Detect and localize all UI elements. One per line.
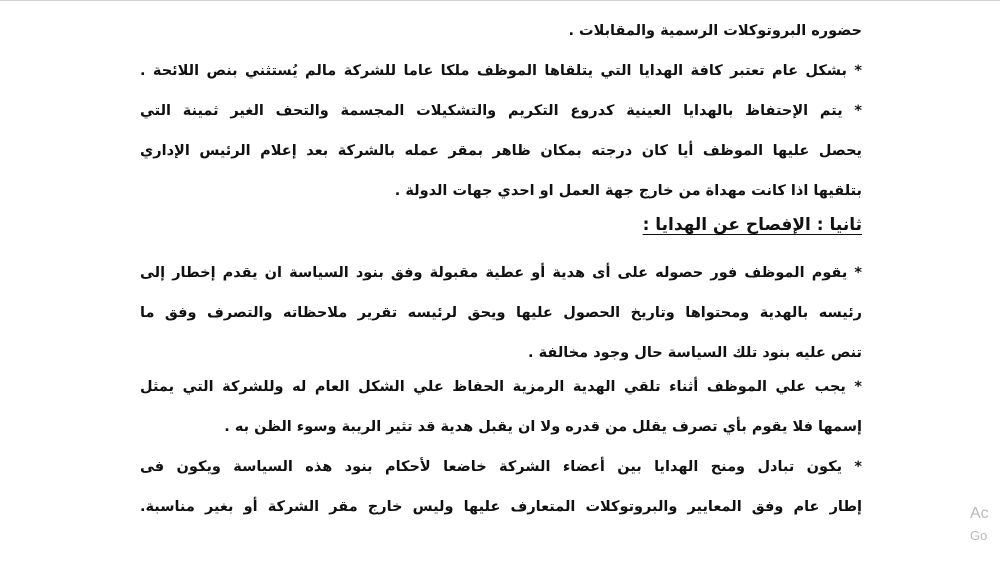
text-line-7: رئيسه بالهدية ومحتواها وتاريخ الحصول عليها ويحق لرئيسه تقرير ملاحظاته والتصرف وفق ما <box>140 305 862 321</box>
text-line-6: * يقوم الموظف فور حصوله على أى هدية أو عطية مقبولة وفق بنود السياسة ان يقدم إخطار إلى <box>140 265 862 281</box>
watermark-line-2: Go <box>970 528 988 543</box>
text-line-2: * بشكل عام تعتبر كافة الهدايا التي يتلقاها الموظف ملكا عاما للشركة مالم يُستثني بنص اللائحة . <box>140 63 862 79</box>
text-line-12: إطار عام وفق المعايير والبروتوكلات المتعارف عليها وليس خارج مقر الشركة أو بغير مناسبة. <box>140 499 862 515</box>
section-heading-text: ثانيا : الإفصاح عن الهدايا : <box>642 215 862 235</box>
text-line-5: بتلقيها اذا كانت مهداة من خارج جهة العمل او احدي جهات الدولة . <box>394 183 862 199</box>
section-heading <box>140 210 862 258</box>
text-line-10: إسمها فلا يقوم بأي تصرف يقلل من قدره ولا ان يقبل هدية قد تثير الريبة وسوء الظن به . <box>224 419 862 435</box>
watermark-line-1: Ac <box>970 505 989 522</box>
top-border <box>0 0 1000 1</box>
text-line-8: تنص عليه بنود تلك السياسة حال وجود مخالفة . <box>528 345 862 361</box>
text-line-1: حضوره البروتوكلات الرسمية والمقابلات . <box>568 23 862 39</box>
text-line-11: * يكون تبادل ومنح الهدايا بين أعضاء الشركة خاضعا لأحكام بنود هذه السياسة ويكون فى <box>140 459 862 475</box>
activation-watermark <box>970 503 1000 547</box>
text-line-9: * يجب علي الموظف أثناء تلقي الهدية الرمزية الحفاظ علي الشكل العام له وللشركة التي يمثل <box>140 379 862 395</box>
text-line-4: يحصل عليها الموظف أيا كان درجته بمكان ظاهر بمقر عمله بالشركة بعد إعلام الرئيس الإداري <box>140 143 862 159</box>
document-page <box>140 16 862 532</box>
text-line-3: * يتم الإحتفاظ بالهدايا العينية كدروع التكريم والتشكيلات المجسمة والتحف الغير ثمينة التي <box>140 103 862 119</box>
